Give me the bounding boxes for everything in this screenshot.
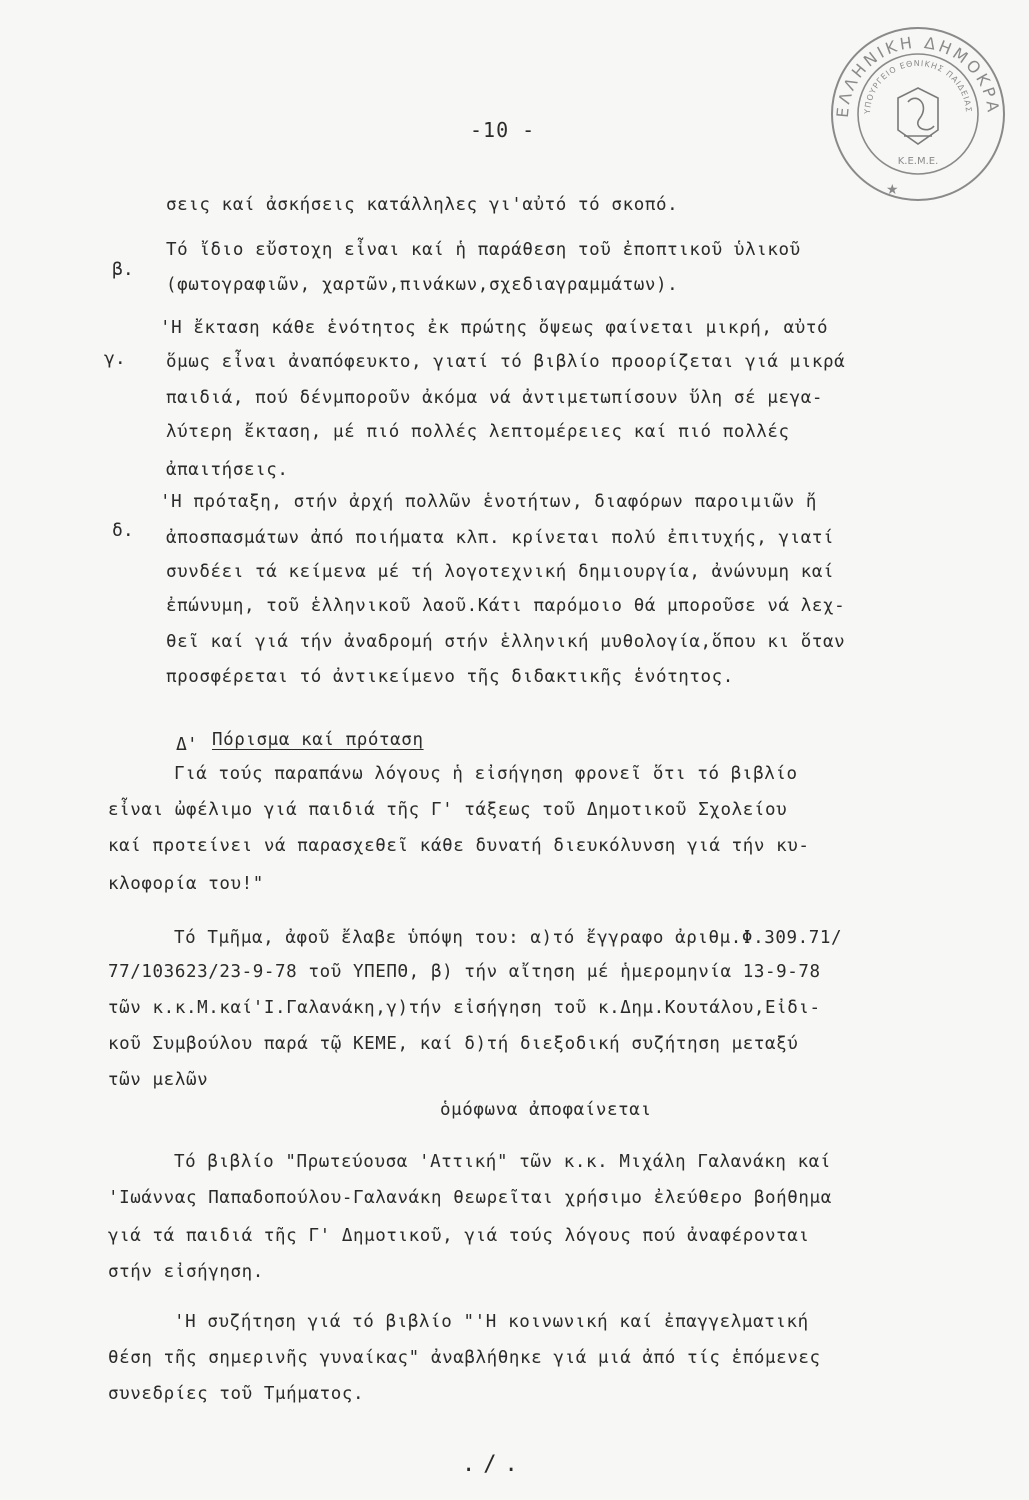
text-line: Τό ἴδιο εὔστοχη εἶναι καί ἡ παράθεση τοῦ ἐποπτικοῦ ὑλικοῦ — [166, 240, 801, 260]
text-line: ὅμως εἶναι ἀναπόφευκτο, γιατί τό βιβλίο προορίζεται γιά μικρά — [166, 352, 846, 372]
text-line: θεῖ καί γιά τήν ἀναδρομή στήν ἑλληνική μυθολογία,ὅπου κι ὅταν — [166, 632, 846, 652]
item-marker-g: γ. — [104, 348, 126, 369]
text-line: στήν εἰσήγηση. — [108, 1262, 264, 1282]
text-line: παιδιά, πού δένμποροῦν ἀκόμα νά ἀντιμετωπίσουν ὕλη σέ μεγα- — [166, 388, 824, 408]
text-line: ἐπώνυμη, τοῦ ἑλληνικοῦ λαοῦ.Κάτι παρόμοιο θά μποροῦσε νά λεχ- — [166, 596, 846, 616]
text-line: συνεδρίες τοῦ Τμήματος. — [108, 1384, 365, 1404]
text-line: γιά τά παιδιά τῆς Γ' Δημοτικοῦ, γιά τούς λόγους πού ἀναφέρονται — [108, 1226, 810, 1246]
seal-abbrev: Κ.Ε.Μ.Ε. — [897, 156, 939, 167]
text-line: Γιά τούς παραπάνω λόγους ἡ εἰσήγηση φρονεῖ ὅτι τό βιβλίο — [174, 764, 798, 784]
star-icon: ★ — [886, 182, 899, 198]
text-line: συνδέει τά κείμενα μέ τή λογοτεχνική δημιουργία, ἀνώνυμη καί — [166, 562, 835, 582]
section-heading: Πόρισμα καί πρόταση — [212, 730, 424, 750]
section-marker: Δ' — [176, 734, 198, 755]
decision-heading: ὁμόφωνα ἀποφαίνεται — [440, 1100, 652, 1120]
text-line: (φωτογραφιῶν, χαρτῶν,πινάκων,σχεδιαγραμμάτων). — [166, 275, 679, 295]
item-marker-b: β. — [112, 259, 134, 280]
seal-outer-text: ΕΛΛΗΝΙΚΗ ΔΗΜΟΚΡΑ — [832, 32, 1004, 119]
seal-inner-text: ΥΠΟΥΡΓΕΙΟ ΕΘΝΙΚΗΣ ΠΑΙΔΕΙΑΣ — [862, 58, 974, 115]
text-line: 77/103623/23-9-78 τοῦ ΥΠΕΠΘ, β) τήν αἴτηση μέ ἡμερομηνία 13-9-78 — [108, 962, 821, 982]
text-line: λύτερη ἔκταση, μέ πιό πολλές λεπτομέρειες καί πιό πολλές — [166, 422, 790, 442]
text-line: θέση τῆς σημερινῆς γυναίκας" ἀναβλήθηκε γιά μιά ἀπό τίς ἑπόμενες — [108, 1348, 821, 1368]
official-seal — [812, 18, 1024, 208]
text-line: κλοφορία του!" — [108, 874, 264, 894]
text-line: 'Ιωάννας Παπαδοπούλου-Γαλανάκη θεωρεῖται χρήσιμο ἐλεύθερο βοήθημα — [108, 1188, 832, 1208]
text-line: 'Η ἔκταση κάθε ἑνότητος ἐκ πρώτης ὄψεως φαίνεται μικρή, αὐτό — [160, 318, 829, 338]
text-line: εἶναι ὠφέλιμο γιά παιδιά τῆς Γ' τάξεως τοῦ Δημοτικοῦ Σχολείου — [108, 800, 788, 820]
seal-icon — [812, 18, 1024, 208]
text-line: κοῦ Συμβούλου παρά τῷ ΚΕΜΕ, καί δ)τή διεξοδική συζήτηση μεταξύ — [108, 1034, 799, 1054]
text-line: ἀπαιτήσεις. — [166, 460, 289, 480]
text-line: Τό Τμῆμα, ἀφοῦ ἔλαβε ὑπόψη του: α)τό ἔγγραφο ἀριθμ.Φ.309.71/ — [174, 928, 843, 948]
text-line: 'Η συζήτηση γιά τό βιβλίο "'Η κοινωνική καί ἐπαγγελματική — [174, 1312, 809, 1332]
continuation-mark: ./. — [462, 1452, 526, 1477]
text-line: προσφέρεται τό ἀντικείμενο τῆς διδακτικῆς ἑνότητος. — [166, 667, 734, 687]
text-line: σεις καί ἀσκήσεις κατάλληλες γι'αὐτό τό σκοπό. — [166, 195, 679, 215]
text-line: καί προτείνει νά παρασχεθεῖ κάθε δυνατή διευκόλυνση γιά τήν κυ- — [108, 836, 810, 856]
page-number: -10 - — [470, 118, 536, 142]
item-marker-d: δ. — [112, 520, 134, 541]
text-line: Τό βιβλίο "Πρωτεύουσα 'Αττική" τῶν κ.κ. Μιχάλη Γαλανάκη καί — [174, 1152, 832, 1172]
text-line: 'Η πρόταξη, στήν ἀρχή πολλῶν ἑνοτήτων, διαφόρων παροιμιῶν ἤ — [160, 492, 818, 512]
text-line: τῶν κ.κ.Μ.καί'Ι.Γαλανάκη,γ)τήν εἰσήγηση τοῦ κ.Δημ.Κουτάλου,Εἰδι- — [108, 998, 821, 1018]
text-line: τῶν μελῶν — [108, 1070, 209, 1090]
text-line: ἀποσπασμάτων ἀπό ποιήματα κλπ. κρίνεται πολύ ἐπιτυχής, γιατί — [166, 528, 835, 548]
